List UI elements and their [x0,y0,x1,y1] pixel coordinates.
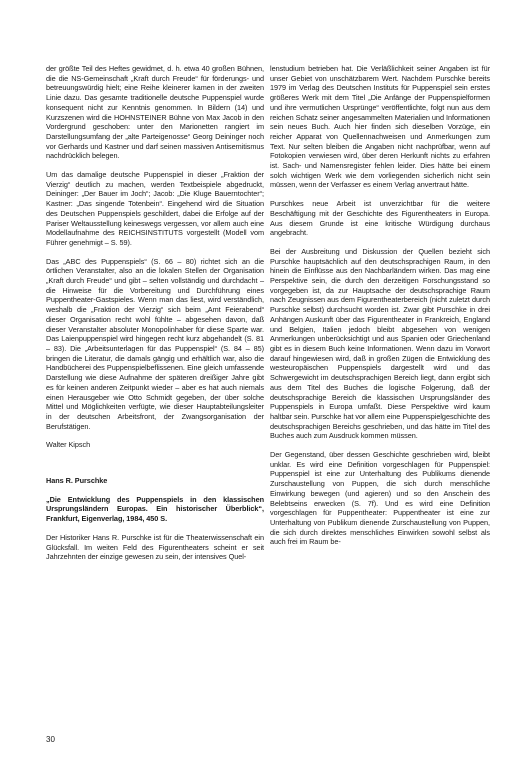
paragraph: Purschkes neue Arbeit ist unverzichtbar für die weitere Beschäftigung mit der Geschichte des Figurentheaters in Europa. Aus diesem Grunde ist eine kritische Würdigung durchaus angebracht. [270,199,490,238]
review-signature: Walter Kipsch [46,440,91,450]
paragraph: Das „ABC des Puppenspiels“ (S. 66 – 80) richtet sich an die örtlichen Veranstalter, also an die lokalen Stellen der Organisation „Kraft durch Freude“ und gibt – selten vollständig und durchdacht – die Hinweise für die Vorbereitung und Durchführung eines Puppentheater-Gastspieles. Wenn man das liest, wird verständlich, weshalb die „Fraktion der Vierzig“ sich beim „Amt Feierabend“ dieser Organisation recht wohl fühlte – abgesehen davon, daß dieser Veranstalter absoluter Monopolinhaber für diese Sparte war. Das Laienpuppenspiel wird hingegen recht kurz abgehandelt (S. 81 – 83). Die „Arbeitsunterlagen für das Puppenspiel“ (S. 84 – 85) bringen die Literatur, die damals gängig und erhältlich war, also die Handbücherei des Puppenspielbeflissenen. Eine gleich umfassende Darstellung wie diese Aufnahme der späteren dreißiger Jahre gibt es für keinen anderen Zeitpunkt wieder – aber es hat auch niemals einen Herausgeber wie Otto Schmidt gegeben, der über solche Mittel und Möglichkeiten verfügte, wie dieser Hauptabteilungsleiter in der deutschen Arbeitsfront, der Zwangsorganisation der Berufstätigen. [46,256,264,431]
book-title: „Die Entwicklung des Puppenspiels in den klassischen Ursprungsländern Europas. Ein historischer Überblick“, Frankfurt, Eigenverlag, 1984, 450 S. [46,494,264,524]
paragraph: der größte Teil des Heftes gewidmet, d. h. etwa 40 großen Bühnen, die die NS-Gemeinschaft „Kraft durch Freude“ für förderungs- und betreuungswürdig hielt; eine Reihe kleinerer kamen in der zweiten Linie dazu. Das gesamte traditionelle deutsche Puppenspiel wurde konsequent nicht zur Kenntnis genommen. In Bildern (14) und Kurzszenen wird die HOHNSTEINER Bühne von Max Jacob in den Vordergrund geschoben: unter den Marionetten rangiert im Darstellungsumfang der „alte Parteigenosse“ Georg Deininger noch vor Gerhards und Kastner und darf seinen massiven Antisemitismus nachdrücklich belegen. [46,64,264,161]
paragraph: Um das damalige deutsche Puppenspiel in dieser „Fraktion der Vierzig“ deutlich zu machen, werden Textbeispiele abgedruckt, Deininger: „Der Bauer im Joch“; Jacob: „Die Kluge Bauerntochter“; Kastner: „Das singende Totenbein“. Eingehend wird die Situation des Deutschen Puppenspiels geschildert, dabei die Erfolge auf der Pariser Weltausstellung keineswegs vergessen, vor allem auch eine Modellaufnahme des REICHSINSTITUTS vorgestellt (Modell vom Führer genehmigt – S. 59). [46,170,264,247]
paragraph: Der Gegenstand, über dessen Geschichte geschrieben wird, bleibt unklar. Es wird eine Definition vorgeschlagen für Puppenspiel: Puppenspiel ist eine zur Unterhaltung des Publikums dienende Zurschaustellung von Puppen, die sich durch menschliche Einwirkung bewegen (und agieren) und so den Anschein des Belebtseins erwecken (S. 7f). Und es wird eine Definition vorgeschlagen für Puppentheater: Puppentheater ist eine zur Unterhaltung von Publikum dienende Zurschaustellung von Puppen, die sich durch direktes menschliches Einwirken sowohl selbst als auch frei im Raum be- [270,450,490,547]
review-author: Hans R. Purschke [46,476,108,486]
page-number: 30 [46,735,55,744]
right-column [270,64,490,547]
paragraph: Der Historiker Hans R. Purschke ist für die Theaterwissenschaft ein Glücksfall. Im weiten Feld des Figurentheaters scheint er seit Jahrzehnten der einzige gewesen zu sein, der intensives Quel- [46,532,264,562]
left-column [46,64,264,562]
paragraph: Bei der Ausbreitung und Diskussion der Quellen bezieht sich Purschke hauptsächlich auf den deutschsprachigen Raum, in den hinein die Einflüsse aus den Nachbarländern wirken. Das mag eine Perspektive sein, die durch den derzeitigen Forschungsstand so vorgegeben ist, da zur Hauptsache der deutschsprachige Raum nach Zeugnissen aus dem Figurentheaterbereich (nicht zuletzt durch Purschke selbst) durchsucht worden ist. Zwar gibt Purschke in drei Anhängen Auskunft über das Figurentheater in Frankreich, England und Belgien, Italien jedoch bleibt abgesehen von wenigen Anmerkungen unberücksichtigt und aus Spanien oder Griechenland gibt es in diesem Buch keine Informationen. Wenn dazu im Vorwort darauf hingewiesen wird, daß in großen Zügen die Entwicklung des westeuropäischen Puppenspiels dargestellt wird und das Schwergewicht im deutschsprachigen Bereich liegt, dann ergibt sich aus dem Titel des Buches die logische Folgerung, daß der deutschsprachige Bereich die klassischen Ursprungsländer des Puppenspiels in Europa umfaßt. Diese Perspektive wird kaum haltbar sein. Purschke hat vor allem eine Puppenspielgeschichte des deutschsprachigen Bereichs geschrieben, und das hätte im Titel des Buches auch zum Ausdruck kommen müssen. [270,246,490,441]
paragraph: lenstudium betrieben hat. Die Verläßlichkeit seiner Angaben ist für unser Gebiet von unschätzbarem Wert. Nachdem Purschke bereits 1979 im Verlag des Deutschen Instituts für Puppenspiel sein erstes größeres Werk mit dem Titel „Die Anfänge der Puppenspielformen und ihre vermutlichen Ursprünge“ veröffentlichte, folgt nun aus dem reichen Schatz seiner angesammelten Materialien und Informationen sein neues Buch. Auch hier finden sich dieselben Vorzüge, ein reicher Apparat von Quellennachweisen und Anmerkungen zum Text. Nur selten bleiben die Angaben nicht nachprüfbar, wenn auf Fotokopien verwiesen wird, über deren Herkunft nichts zu erfahren ist. Sach- und Namensregister fehlen leider. Dies hätte bei einem solch wichtigen Werk wie dem vorliegenden sicherlich nicht sein müssen, wenn der Verfasser es einem Verlag anvertraut hätte. [270,64,490,190]
